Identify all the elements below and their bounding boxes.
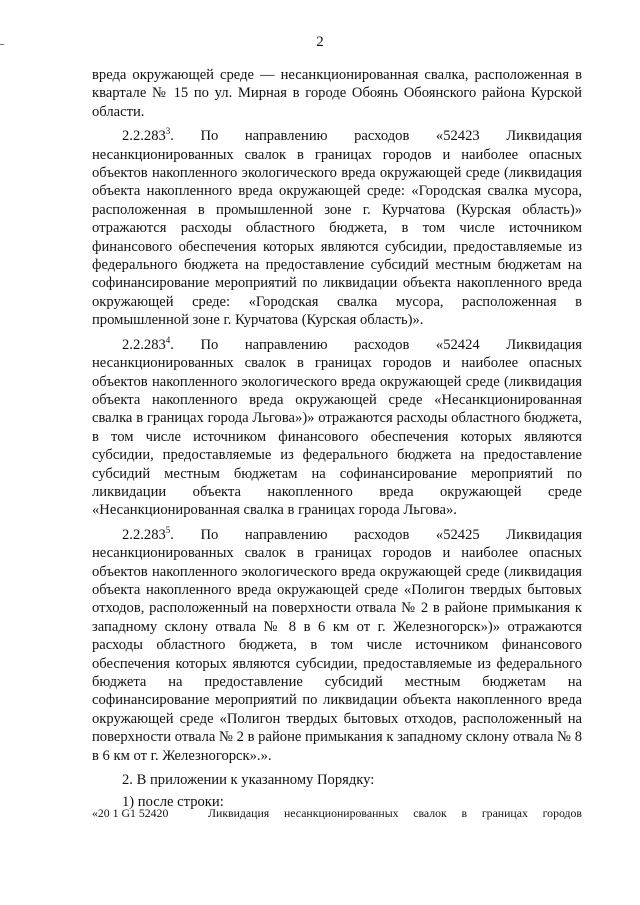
clause-text: . По направлению расходов «52423 Ликвидация несанкционированных свалок в границах городов и наиболее опасных объектов накопленного экологического вреда окружающей среде (ликвидация объекта накопленного вреда окружающей среде: «Городская свалка мусора, расположенная в промышленной зоне г. Курчатова (Курская область)» отражаются расходы областного бюджета, в том числе источником финансового обеспечения которых являются субсидии, предоставляемые из федерального бюджета на предоставление субсидий местным бюджетам на софинансирование мероприятий по ликвидации объекта накопленного вреда окружающей среде: «Городская свалка мусора, расположенная в промышленной зоне г. Курчатова (Курская область)». [92,128,582,329]
clause-text: . По направлению расходов «52424 Ликвидация несанкционированных свалок в границах городов и наиболее опасных объектов накопленного экологического вреда окружающей среде (ликвидация объекта накопленного вреда окружающей среде «Несанкционированная свалка в границах города Льгова»)» отражаются расходы областного бюджета, в том числе источником финансового обеспечения которых являются субсидии, предоставляемые из федерального бюджета на предоставление субсидий местным бюджетам на софинансирование мероприятий по ликвидации объекта накопленного вреда окружающей среде «Несанкционированная свалка в границах города Льгова». [92,336,582,519]
paragraph-2-2-283-5 [92,526,582,765]
paragraph-2-2-283-4 [92,336,582,520]
clause-superscript: 4 [165,334,171,345]
item-after-row: 1) после строки: [122,794,224,811]
clause-number: 2.2.283 [122,336,166,353]
item-appendix: 2. В приложении к указанному Порядку: [122,772,375,789]
row-description: Ликвидация несанкционированных свалок в границах городов [208,806,582,820]
paragraph-2-2-283-3 [92,127,582,329]
clause-text: . По направлению расходов «52425 Ликвидация несанкционированных свалок в границах городов и наиболее опасных объектов накопленного экологического вреда окружающей среде (ликвидация объекта накопленного вреда окружающей среде «Полигон твердых бытовых отходов, расположенный на поверхности отвала № 2 в районе примыкания к западному склону отвала № 8 в 6 км от г. Железногорск»)» отражаются расходы областного бюджета, в том числе источником финансового обеспечения которых являются субсидии, предоставляемые из федерального бюджета на предоставление субсидий местным бюджетам на софинансирование мероприятий по ликвидации объекта накопленного вреда окружающей среде «Полигон твердых бытовых отходов, расположенный на поверхности отвала № 2 в районе примыкания к западному склону отвала № 8 в 6 км от г. Железногорск».». [92,526,582,764]
clause-superscript: 5 [165,524,171,535]
table-row [92,806,582,821]
page-number: 2 [316,34,324,50]
clause-number: 2.2.283 [122,128,166,145]
row-code: «20 1 G1 52420 [92,806,169,820]
paragraph-continuation: вреда окружающей среде — несанкционированная свалка, расположенная в квартале № 15 по ул. Мирная в городе Обоянь Обоянского района Курской области. [92,67,582,120]
document-body [92,66,582,816]
clause-superscript: 3 [165,126,171,137]
clause-number: 2.2.283 [122,526,166,543]
